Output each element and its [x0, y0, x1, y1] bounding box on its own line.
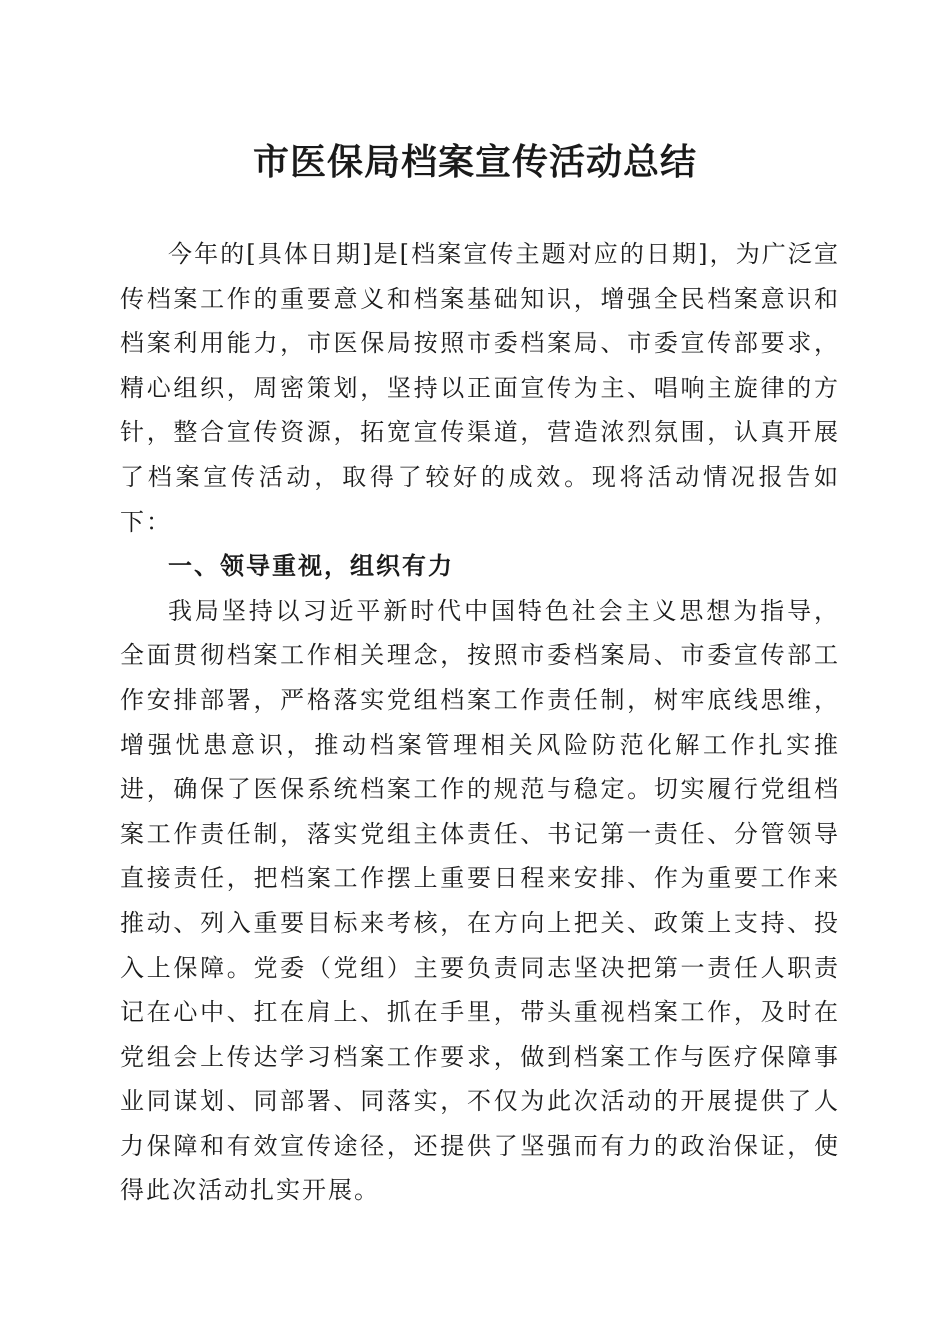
section-paragraph: 我局坚持以习近平新时代中国特色社会主义思想为指导，全面贯彻档案工作相关理念，按照市委档案局、市委宣传部工作安排部署，严格落实党组档案工作责任制，树牢底线思维，增强忧患意识，推动档案管理相关风险防范化解工作扎实推进，确保了医保系统档案工作的规范与稳定。切实履行党组档案工作责任制，落实党组主体责任、书记第一责任、分管领导直接责任，把档案工作摆上重要日程来安排、作为重要工作来推动、列入重要目标来考核，在方向上把关、政策上支持、投入上保障。党委（党组）主要负责同志坚决把第一责任人职责记在心中、扛在肩上、抓在手里，带头重视档案工作，及时在党组会上传达学习档案工作要求，做到档案工作与医疗保障事业同谋划、同部署、同落实，不仅为此次活动的开展提供了人力保障和有效宣传途径，还提供了坚强而有力的政治保证，使得此次活动扎实开展。: [120, 596, 840, 1205]
page-title: 市医保局档案宣传活动总结: [252, 141, 697, 183]
document-body: [120, 232, 840, 1213]
intro-paragraph: 今年的[具体日期]是[档案宣传主题对应的日期]，为广泛宣传档案工作的重要意义和档案基础知识，增强全民档案意识和档案利用能力，市医保局按照市委档案局、市委宣传部要求，精心组织，周密策划，坚持以正面宣传为主、唱响主旋律的方针，整合宣传资源，拓宽宣传渠道，营造浓烈氛围，认真开展了档案宣传活动，取得了较好的成效。现将活动情况报告如下：: [120, 240, 840, 536]
section-heading: 一、领导重视，组织有力: [168, 552, 454, 581]
